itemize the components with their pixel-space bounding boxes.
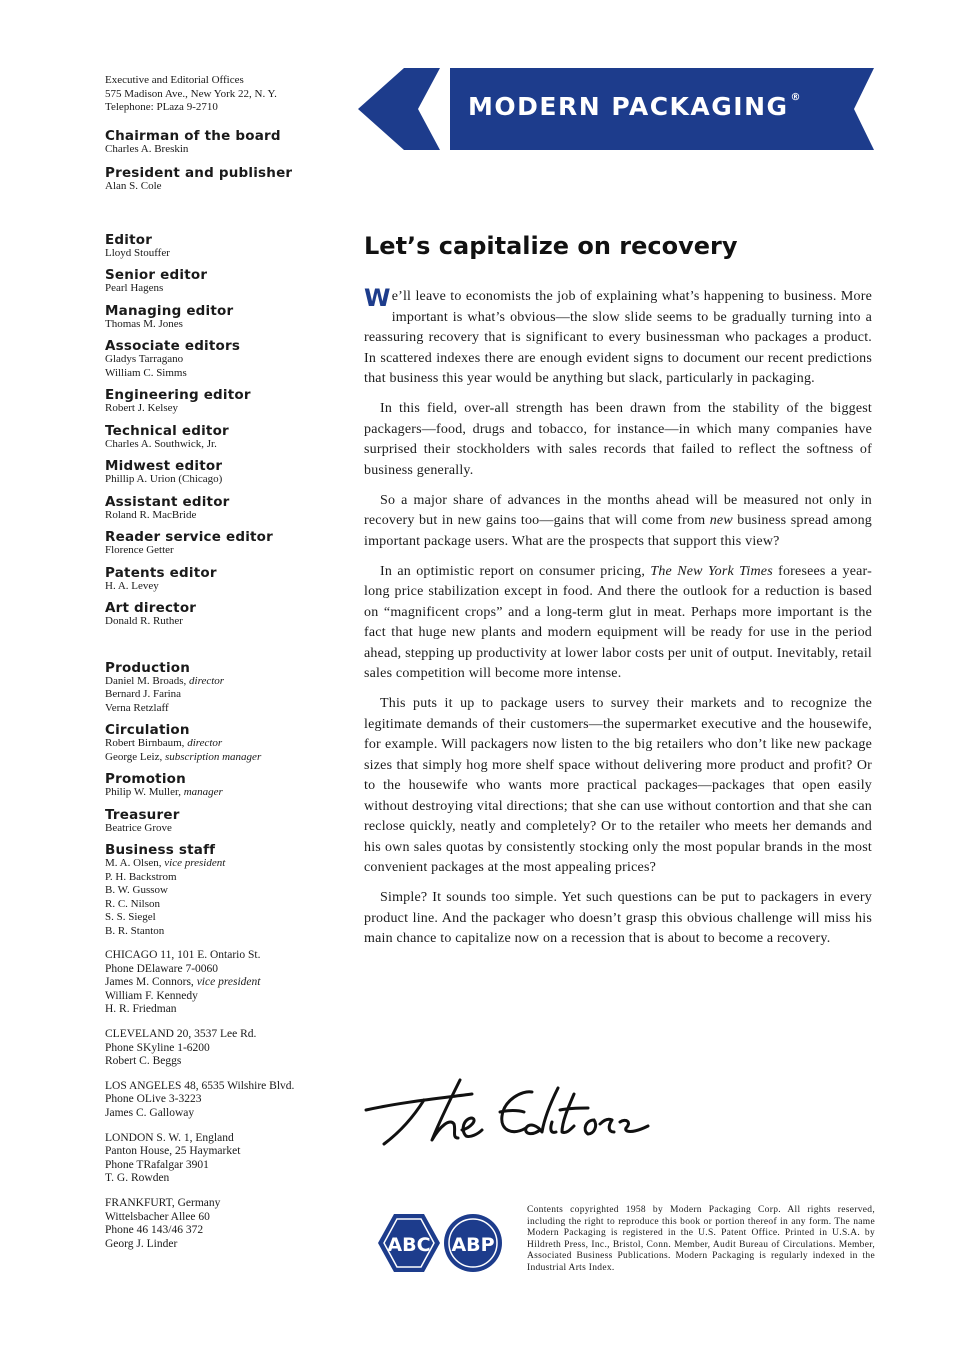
staff-name-line [105,911,355,925]
editorial-headline: Let’s capitalize on recovery [364,232,738,260]
paragraph-text: This puts it up to package users to survey their markets and to recognize the legitimate demands of their customers—the supermarket executive and the housewife, for example. Will packagers now listen to the big retailers who don’t like new package sizes that simply hog more shelf space without delivering more product and profit? Or to the housewife who wants more practical packages—packages that open easily without destroying vital directions; that she can use without contortion and that she can reclose quickly, neatly and completely? Or to the retailer who meets her demands and his own sales quotas by consistently stocking only the most popular brands in the most convenient packages at the most appealing prices? [364,696,872,875]
bureau-line-text: James C. Galloway [105,1106,195,1119]
membership-logos [378,1212,503,1274]
abp-logo [444,1214,502,1272]
offices-heading: Executive and Editorial Offices [105,74,244,86]
registered-mark: ® [790,92,801,103]
paragraph-text: In this field, over-all strength has been drawn from the stability of the biggest packagers—food, drugs and tobacco, for instance—in which many companies have surprised their stockholders with sales records that failed to reflect the softness of business generally. [364,401,872,478]
bureau-title: vice president [196,976,261,989]
banner-chevron-left [358,68,440,150]
bureau-line [105,963,355,977]
staff-name-line [105,737,355,751]
editorial-paragraph [364,491,872,553]
bureau-line-text: T. G. Rowden [105,1172,170,1185]
bureau-line [105,1224,355,1238]
staff-name-line [105,884,355,898]
bureau-line-text: Robert C. Beggs [105,1055,182,1068]
paragraph-text: foresees a year-long price stabilization except in food. And there the outlook for a reduction is based on “magnificent crops” and a long-term glut in meat. Perhaps more important is the fact that huge new plants and modern equipment will be ready for use in the period ahead, stepping up productivity at lower labor costs per unit of output. Inevitably, retail sales competition will become more intense. [364,563,872,681]
staff-role: Midwest editor [105,458,223,474]
bureau-line-text: LONDON S. W. 1, England [105,1131,234,1144]
staff-name-text: R. C. Nilson [105,897,161,910]
bureau-line-text: Panton House, 25 Haymarket [105,1145,241,1158]
staff-role: Patents editor [105,564,217,581]
bureau-line [105,1238,355,1252]
staff-name: Charles A. Breskin [105,142,189,155]
staff-title: manager [183,786,223,798]
staff-name-text: Robert Birnbaum, [105,737,188,749]
paragraph-text: e’ll leave to economists the job of explaining what’s happening to business. More important is what’s obvious—the slow slide seems to be gradually turning into a reassuring recovery that is significant to every businessman who packages a product. In scattered indexes there are enough evident signs to document our recent predictions that business this year would be anything but slack, particularly in packaging. [364,289,872,386]
staff-name: Phillip A. Urion (Chicago) [105,473,223,485]
editorial-paragraph [364,284,872,390]
bureau-line-text: CLEVELAND 20, 3537 Lee Rd. [105,1027,257,1040]
office-address: 575 Madison Ave., New York 22, N. Y. [105,87,277,100]
staff-name: Lloyd Stouffer [105,246,170,259]
editors-signature [362,1072,662,1150]
bureau-line [105,976,355,990]
staff-name: Donald R. Ruther [105,615,183,627]
staff-group [105,566,355,594]
staff-name-line [105,751,355,765]
bureau-line [105,949,355,963]
bureau-line [105,1055,355,1069]
drop-cap: W [364,284,391,312]
abp-logo-text: ABP [451,1234,495,1256]
masthead-column [105,74,355,1251]
staff-group [105,772,355,800]
bureau-line-text: Phone TRafalgar 3901 [105,1158,209,1171]
staff-name: Florence Getter [105,544,174,556]
paragraph-text: business spread among important package users. What are the prospects that support this view? [364,513,872,549]
staff-name-line [105,702,355,716]
staff-name [105,786,355,800]
staff-name-line: William C. Simms [105,366,187,379]
editorial-paragraph [364,694,872,879]
staff-role: Senior editor [105,267,208,283]
editorial-paragraph [364,888,872,950]
staff-name-text: B. W. Gussow [105,884,168,896]
staff-group [105,843,355,938]
bureau-line [105,1145,355,1159]
bureau-line-text: Phone SKyline 1-6200 [105,1041,210,1054]
bureau-block [105,1028,355,1069]
magazine-title [468,92,848,121]
editorial-body [364,284,872,959]
staff-role: President and publisher [105,165,293,181]
bureau-line [105,1197,355,1211]
bureau-line [105,1172,355,1186]
staff-group [105,388,355,416]
staff-group [105,459,355,487]
staff-group [105,424,355,452]
staff-name: Alan S. Cole [105,180,162,192]
bureau-block [105,949,355,1017]
bureau-line [105,1132,355,1146]
staff-role: Managing editor [105,302,234,319]
bureau-line-text: Georg J. Linder [105,1237,178,1250]
bureau-line [105,990,355,1004]
bureau-offices [105,949,355,1251]
copyright-notice: Contents copyrighted 1958 by Modern Packaging Corp. All rights reserved, including the right to reproduce this book or portion thereof in any form. The name Modern Packaging is registered in the U.S. Patent Office. Printed in U.S.A. by Hildreth Press, Inc., Bristol, Conn. Member, Audit Bureau of Circulations. Member, Associated Business Publications. Modern Packaging is regularly indexed in the Industrial Arts Index. [527,1205,875,1273]
staff-name-text: Philip W. Muller, [105,786,184,798]
staff-name-line [105,925,355,939]
staff-role: Assistant editor [105,493,230,510]
abc-logo-text: ABC [387,1234,431,1256]
staff-name-text: Verna Retzlaff [105,701,169,714]
staff-name-line [105,675,355,689]
paragraph-emphasis: The New York Times [650,563,773,579]
bureau-line-text: Phone 46 143/46 372 [105,1224,204,1237]
bureau-block [105,1132,355,1186]
paragraph-text: So a major share of advances in the months ahead will be measured not only in recovery but in new gains too—gains that will come from [364,492,872,528]
staff-name [105,675,355,716]
bureau-line-text: CHICAGO 11, 101 E. Ontario St. [105,949,261,961]
bureau-block [105,1080,355,1121]
staff-name-line: Gladys Tarragano [105,353,184,365]
bureau-line [105,1159,355,1173]
staff-role: Chairman of the board [105,127,281,144]
staff-name: Thomas M. Jones [105,317,183,330]
bureau-line-text: Phone OLive 3-3223 [105,1093,202,1106]
staff-group [105,530,355,558]
magazine-title-text: MODERN PACKAGING [468,92,789,121]
staff-name-line [105,857,355,871]
staff-title: vice president [164,857,226,869]
paragraph-text: In an optimistic report on consumer pricing, [380,563,651,579]
bureau-line [105,1028,355,1042]
bureau-line-text: LOS ANGELES 48, 6535 Wilshire Blvd. [105,1079,295,1092]
staff-name: H. A. Levey [105,579,159,592]
bureau-line-text: Wittelsbacher Allee 60 [105,1210,210,1223]
editorial-paragraph [364,399,872,481]
staff-role: Art director [105,600,197,616]
staff-role: Promotion [105,771,186,787]
staff-group [105,129,355,157]
staff-role: Business staff [105,842,216,858]
staff-name-text: Beatrice Grove [105,821,172,834]
staff-name [105,857,355,938]
staff-name-text: Daniel M. Broads, [105,674,190,687]
staff-role: Editor [105,231,153,248]
abc-logo [378,1214,440,1272]
staff-name-line [105,822,355,836]
staff-name: Robert J. Kelsey [105,402,179,414]
bureau-line [105,1003,355,1017]
staff-group [105,723,355,764]
staff-name-line [105,786,355,800]
staff-role: Production [105,659,191,676]
office-info [105,74,355,115]
staff-top [105,129,355,194]
staff-name [105,737,355,764]
staff-group [105,661,355,716]
bureau-line-text: James M. Connors, [105,976,197,989]
staff-name: Charles A. Southwick, Jr. [105,437,217,450]
staff-group [105,339,355,380]
staff-group [105,166,355,194]
office-telephone: Telephone: PLaza 9-2710 [105,101,218,113]
staff-name [105,353,355,380]
staff-name-text: S. S. Siegel [105,911,156,923]
staff-role: Engineering editor [105,387,251,403]
staff-name-text: B. R. Stanton [105,924,165,937]
bureau-line-text: FRANKFURT, Germany [105,1196,221,1209]
staff-role: Reader service editor [105,529,274,545]
editorial-staff [105,233,355,629]
bureau-line [105,1211,355,1225]
paragraph-text: Simple? It sounds too simple. Yet such questions can be put to packagers in every product line. And the packager who doesn’t grasp this obvious challenge will miss his main chance to capitalize now on a recession that is about to become a recovery. [364,890,872,946]
staff-role: Technical editor [105,422,229,439]
bureau-line [105,1093,355,1107]
bureau-line-text: H. R. Friedman [105,1003,177,1016]
staff-group [105,268,355,296]
staff-name-line [105,688,355,702]
staff-name-text: P. H. Backstrom [105,870,177,883]
staff-name-text: George Leiz, [105,750,165,763]
staff-title: subscription manager [164,750,262,763]
bureau-line [105,1080,355,1094]
staff-group [105,601,355,629]
staff-name-line [105,871,355,885]
staff-title: director [189,674,225,687]
bureau-line-text: Phone DElaware 7-0060 [105,962,219,975]
staff-name-line [105,898,355,912]
business-staff [105,661,355,939]
editorial-paragraph [364,562,872,685]
staff-group [105,304,355,332]
staff-name: Pearl Hagens [105,282,164,294]
bureau-block [105,1197,355,1251]
bureau-line [105,1042,355,1056]
staff-title: director [187,737,223,749]
staff-name-text: M. A. Olsen, [105,857,165,869]
staff-name-text: Bernard J. Farina [105,688,182,700]
staff-group [105,495,355,523]
staff-name [105,822,355,836]
staff-group [105,808,355,836]
staff-role: Associate editors [105,338,241,354]
bureau-line [105,1107,355,1121]
bureau-line-text: William F. Kennedy [105,989,198,1002]
staff-name: Roland R. MacBride [105,508,197,521]
staff-group [105,233,355,261]
staff-role: Treasurer [105,806,180,823]
staff-role: Circulation [105,722,190,738]
paragraph-emphasis: new [709,513,733,528]
